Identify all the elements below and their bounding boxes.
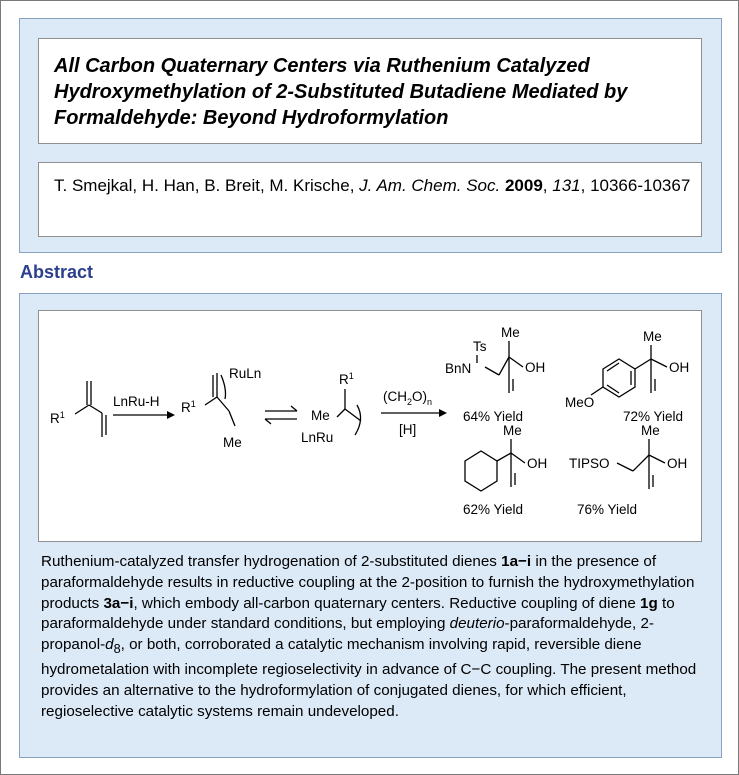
reaction-scheme [38, 310, 702, 542]
hydroxyl-label: OH [669, 360, 690, 375]
citation-year: 2009 [504, 176, 543, 195]
methoxy-label: MeO [565, 395, 595, 410]
methyl-label: Me [643, 329, 662, 344]
subscript: 8 [113, 642, 121, 657]
title-box [38, 38, 702, 144]
header-panel [19, 18, 722, 253]
allyl-ruthenium-complex [181, 366, 261, 450]
abstract-heading: Abstract [20, 262, 94, 282]
tipso-label: TIPSO [569, 456, 610, 471]
abstract-panel [19, 293, 722, 758]
methyl-label: Me [503, 423, 522, 438]
compound-ref: 1g [640, 594, 658, 612]
r1-label: $R^1$ [339, 371, 354, 387]
hydroxyl-label: OH [527, 456, 548, 471]
yield-4: 76% Yield [577, 502, 638, 517]
product-silyl-ether [569, 423, 687, 517]
abstract-text-segment: -paraformaldehyde, 2-propanol- [41, 615, 654, 654]
compound-ref: 1a−i [501, 553, 532, 570]
citation [54, 173, 694, 198]
italic-term: deuterio [449, 615, 505, 633]
citation-separator: , [580, 176, 591, 195]
reaction-scheme-graphic [39, 311, 701, 541]
abstract-text-segment: to paraformaldehyde under standard conditions, but employing [41, 594, 675, 633]
abstract-text-segment: Ruthenium-catalyzed transfer hydrogenation of 2-substituted dienes [41, 553, 502, 570]
citation-journal[interactable]: J. Am. Chem. Soc. [359, 176, 501, 195]
hydroxyl-label: OH [525, 360, 546, 375]
abstract-text-segment: , which embody all-carbon quaternary centers. Reductive coupling of diene [133, 594, 641, 612]
yield-3: 62% Yield [463, 502, 524, 517]
methyl-label: Me [311, 408, 330, 423]
citation-authors: T. Smejkal, H. Han, B. Breit, M. Krische, [54, 176, 360, 195]
r1-label: $R^1$ [181, 399, 196, 415]
product-cyclohexyl [463, 423, 547, 517]
r1-label: $R^1$ [50, 410, 65, 426]
citation-volume: 131 [552, 176, 581, 195]
benzyl-amine-label: BnN [445, 361, 472, 376]
citation-separator: , [542, 176, 553, 195]
tosyl-label: Ts [473, 339, 487, 354]
compound-ref: 3a−i [103, 594, 134, 612]
product-tosylamide [445, 325, 545, 424]
abstract-text [41, 552, 711, 722]
lnru-label: LnRu [301, 430, 334, 445]
yield-2: 72% Yield [623, 409, 684, 424]
methyl-label: Me [223, 435, 242, 450]
reagent-formaldehyde: $(CH_2O)_n$ [383, 389, 433, 407]
methyl-label: Me [501, 325, 520, 340]
abstract-text-segment: , or both, corroborated a catalytic mechanism involving rapid, reversible diene hydrometalation with incomplete regioselectivity in advance of C−C coupling. The present method provides an alternative to the hydroformylation of conjugated dienes, for which efficient, regioselective catalytic systems remain undeveloped. [41, 636, 697, 720]
product-methoxyphenyl [565, 329, 689, 424]
hydroxyl-label: OH [667, 456, 688, 471]
diene-structure [50, 381, 106, 437]
article-title: All Carbon Quaternary Centers via Ruthenium Catalyzed Hydroxymethylation of 2-Substituted Butadiene Mediated by Formaldehyde: Beyond Hydroformylation [54, 55, 628, 129]
allyl-ruthenium-complex-2 [301, 371, 361, 445]
reaction-arrow-1 [113, 394, 175, 419]
reagent-ru-hydride: LnRu-H [113, 394, 160, 409]
reagent-hydrogen: [H] [399, 422, 417, 437]
citation-box [38, 162, 702, 237]
italic-term: d [105, 636, 114, 654]
yield-1: 64% Yield [463, 409, 524, 424]
citation-pages: 10366-10367 [590, 176, 691, 195]
reaction-arrow-2 [381, 389, 447, 437]
methyl-label: Me [641, 423, 660, 438]
equilibrium-arrows [265, 406, 297, 424]
abstract-text-segment: in the presence of paraformaldehyde results in reductive coupling at the 2-position to furnish the hydroxymethylation products [41, 553, 695, 612]
ru-ligand-label: RuLn [229, 366, 262, 381]
